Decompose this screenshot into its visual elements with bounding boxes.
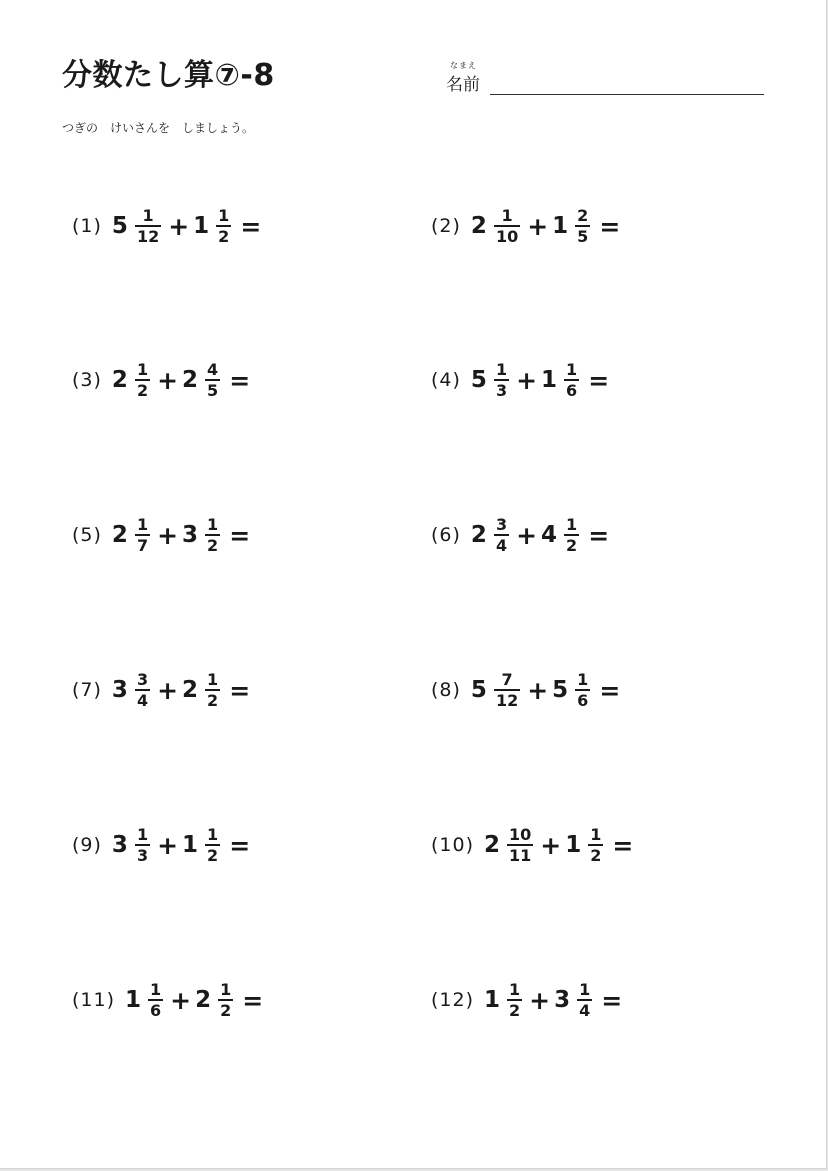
equals-sign: =: [588, 520, 610, 550]
denominator: 3: [136, 846, 149, 865]
fraction: [135, 826, 150, 864]
whole-number: 1: [552, 213, 569, 239]
name-field: [446, 60, 766, 100]
instruction-text: つぎの けいさんを しましょう。: [62, 121, 255, 135]
equals-sign: =: [229, 830, 251, 860]
numerator: 1: [136, 360, 149, 379]
problem-item: [431, 350, 609, 410]
whole-number: 3: [182, 522, 199, 548]
plus-sign: +: [516, 365, 538, 395]
name-label: 名前: [446, 75, 480, 95]
problem-item: [431, 196, 620, 256]
denominator: 5: [577, 227, 589, 246]
equals-sign: =: [588, 365, 610, 395]
whole-number: 1: [541, 367, 558, 393]
equals-sign: =: [242, 985, 264, 1015]
denominator: 2: [220, 1001, 232, 1020]
whole-number: 3: [554, 987, 571, 1013]
fraction: [494, 516, 509, 554]
problem-item: [431, 660, 620, 720]
fraction: [205, 516, 220, 554]
fraction: [135, 207, 161, 245]
fraction: [494, 361, 509, 399]
fraction: [494, 207, 520, 245]
fraction: [564, 361, 579, 399]
fraction: [205, 671, 220, 709]
problem-number: (9): [72, 834, 102, 856]
numerator: 1: [136, 825, 149, 844]
denominator: 6: [577, 691, 589, 710]
numerator: 1: [501, 206, 513, 225]
denominator: 4: [495, 536, 508, 555]
numerator: 1: [579, 980, 591, 999]
fraction: [205, 826, 220, 864]
numerator: 1: [566, 515, 578, 534]
problem-item: [72, 350, 250, 410]
whole-number: 3: [111, 677, 128, 703]
problem-number: (8): [431, 679, 461, 701]
whole-number: 3: [111, 832, 128, 858]
denominator: 5: [207, 381, 219, 400]
denominator: 10: [495, 227, 519, 246]
plus-sign: +: [170, 985, 192, 1015]
denominator: 2: [566, 536, 578, 555]
denominator: 3: [495, 381, 508, 400]
denominator: 4: [136, 691, 149, 710]
problem-item: [431, 815, 633, 875]
numerator: 4: [207, 360, 219, 379]
numerator: 1: [495, 360, 508, 379]
whole-number: 1: [565, 832, 582, 858]
problem-number: (7): [72, 679, 102, 701]
denominator: 7: [136, 536, 149, 555]
problem-number: (10): [431, 834, 475, 856]
denominator: 6: [566, 381, 578, 400]
plus-sign: +: [157, 675, 179, 705]
plus-sign: +: [157, 830, 179, 860]
numerator: 1: [207, 825, 219, 844]
whole-number: 2: [484, 832, 501, 858]
problem-number: (4): [431, 369, 461, 391]
numerator: 10: [509, 825, 532, 844]
whole-number: 2: [195, 987, 212, 1013]
numerator: 1: [136, 515, 149, 534]
equals-sign: =: [229, 365, 251, 395]
equals-sign: =: [229, 675, 251, 705]
problem-number: (3): [72, 369, 102, 391]
plus-sign: +: [529, 985, 551, 1015]
equals-sign: =: [599, 211, 621, 241]
equals-sign: =: [601, 985, 623, 1015]
fraction: [494, 671, 520, 709]
denominator: 12: [136, 227, 160, 246]
denominator: 2: [218, 227, 230, 246]
whole-number: 1: [125, 987, 142, 1013]
fraction: [135, 361, 150, 399]
fraction: [205, 361, 220, 399]
problem-item: [72, 660, 250, 720]
problem-number: (6): [431, 524, 461, 546]
fraction: [575, 207, 590, 245]
fraction: [507, 826, 533, 864]
whole-number: 5: [470, 367, 487, 393]
denominator: 2: [136, 381, 149, 400]
plus-sign: +: [168, 211, 190, 241]
denominator: 6: [150, 1001, 162, 1020]
numerator: 1: [207, 670, 219, 689]
problem-item: [72, 815, 250, 875]
problem-item: [431, 970, 622, 1030]
denominator: 2: [590, 846, 602, 865]
whole-number: 5: [470, 677, 487, 703]
whole-number: 5: [552, 677, 569, 703]
numerator: 1: [218, 206, 230, 225]
numerator: 1: [577, 670, 589, 689]
denominator: 11: [509, 846, 532, 865]
numerator: 1: [142, 206, 154, 225]
name-ruby: なまえ: [450, 61, 477, 70]
plus-sign: +: [527, 675, 549, 705]
fraction: [135, 516, 150, 554]
numerator: 1: [207, 515, 219, 534]
problem-item: [72, 196, 261, 256]
page-title: 分数たし算⑦-8: [62, 58, 275, 93]
fraction: [575, 671, 590, 709]
equals-sign: =: [240, 211, 262, 241]
whole-number: 1: [193, 213, 210, 239]
numerator: 1: [509, 980, 521, 999]
denominator: 2: [207, 691, 219, 710]
plus-sign: +: [516, 520, 538, 550]
problem-number: (2): [431, 215, 461, 237]
whole-number: 1: [484, 987, 501, 1013]
whole-number: 2: [182, 677, 199, 703]
denominator: 12: [495, 691, 519, 710]
numerator: 1: [150, 980, 162, 999]
equals-sign: =: [229, 520, 251, 550]
fraction: [148, 981, 163, 1019]
whole-number: 1: [182, 832, 199, 858]
whole-number: 5: [111, 213, 128, 239]
numerator: 1: [590, 825, 602, 844]
fraction: [135, 671, 150, 709]
name-write-line[interactable]: [490, 94, 764, 95]
plus-sign: +: [157, 520, 179, 550]
plus-sign: +: [540, 830, 562, 860]
fraction: [507, 981, 522, 1019]
problem-item: [72, 970, 263, 1030]
whole-number: 2: [470, 522, 487, 548]
denominator: 2: [207, 536, 219, 555]
problem-item: [431, 505, 609, 565]
whole-number: 2: [111, 367, 128, 393]
numerator: 3: [495, 515, 508, 534]
numerator: 1: [220, 980, 232, 999]
whole-number: 2: [470, 213, 487, 239]
equals-sign: =: [599, 675, 621, 705]
fraction: [218, 981, 233, 1019]
problem-number: (11): [72, 989, 116, 1011]
numerator: 3: [136, 670, 149, 689]
denominator: 2: [509, 1001, 521, 1020]
fraction: [564, 516, 579, 554]
plus-sign: +: [527, 211, 549, 241]
problem-number: (5): [72, 524, 102, 546]
plus-sign: +: [157, 365, 179, 395]
denominator: 2: [207, 846, 219, 865]
denominator: 4: [579, 1001, 591, 1020]
problem-item: [72, 505, 250, 565]
problem-number: (1): [72, 215, 102, 237]
fraction: [577, 981, 592, 1019]
whole-number: 4: [541, 522, 558, 548]
numerator: 2: [577, 206, 589, 225]
numerator: 7: [501, 670, 513, 689]
fraction: [588, 826, 603, 864]
whole-number: 2: [182, 367, 199, 393]
numerator: 1: [566, 360, 578, 379]
fraction: [216, 207, 231, 245]
problem-number: (12): [431, 989, 475, 1011]
whole-number: 2: [111, 522, 128, 548]
equals-sign: =: [612, 830, 634, 860]
